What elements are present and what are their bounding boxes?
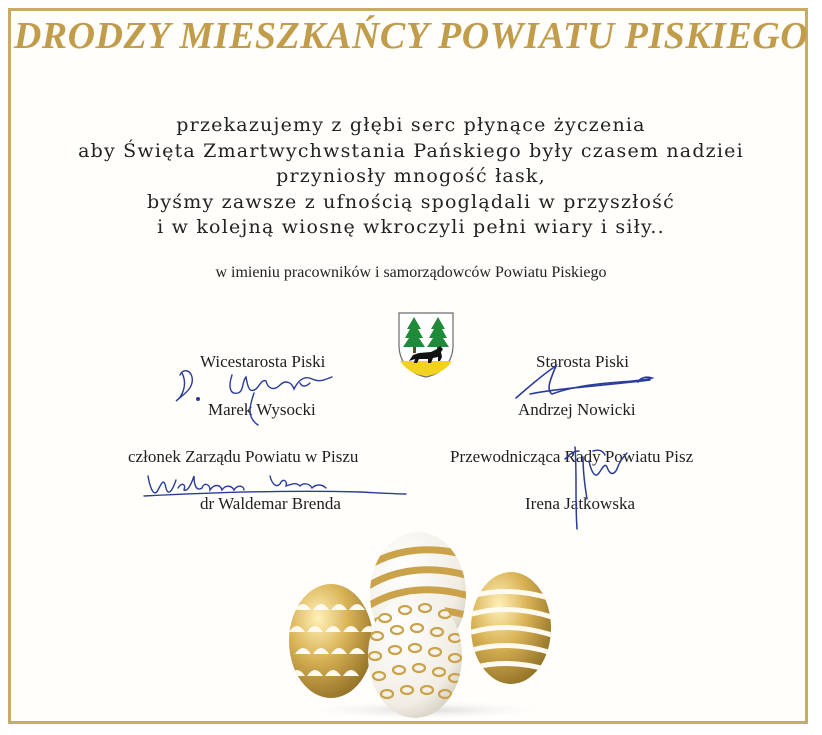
- wishes-line: aby Święta Zmartwychwstania Pańskiego były czasem nadziei: [78, 139, 744, 162]
- signature-wysocki-icon: [170, 365, 345, 435]
- wishes-line: przyniosły mnogość łask,: [276, 165, 546, 187]
- signatory-role: członek Zarządu Powiatu w Piszu: [128, 447, 359, 466]
- signatory-role: Wicestarosta Piski: [200, 352, 326, 371]
- wishes-line: byśmy zawsze z ufnością spoglądali w przyszłość: [147, 190, 675, 213]
- signatory-role: Starosta Piski: [536, 352, 630, 371]
- signatory-name: Marek Wysocki: [208, 400, 316, 419]
- on-behalf-line: w imieniu pracowników i samorządowców Powiatu Piskiego: [215, 264, 607, 281]
- easter-eggs-illustration: [285, 528, 575, 722]
- wishes-text: [0, 113, 822, 241]
- coat-of-arms-icon: [397, 311, 455, 379]
- signature-jatkowska-icon: [553, 443, 633, 531]
- signatory-name: Andrzej Nowicki: [518, 400, 636, 419]
- greeting-title: DRODZY MIESZKAŃCY POWIATU PISKIEGO: [13, 15, 809, 57]
- wishes-line: przekazujemy z głębi serc płynące życzenia: [176, 114, 646, 136]
- signatory-name: dr Waldemar Brenda: [200, 494, 341, 513]
- signatory-role: Przewodnicząca Rady Powiatu Pisz: [450, 447, 694, 466]
- signature-brenda-icon: [140, 462, 410, 506]
- signatory-name: Irena Jatkowska: [525, 494, 635, 513]
- wishes-line: i w kolejną wiosnę wkroczyli pełni wiary i siły..: [157, 216, 665, 238]
- signature-nowicki-icon: [510, 362, 660, 404]
